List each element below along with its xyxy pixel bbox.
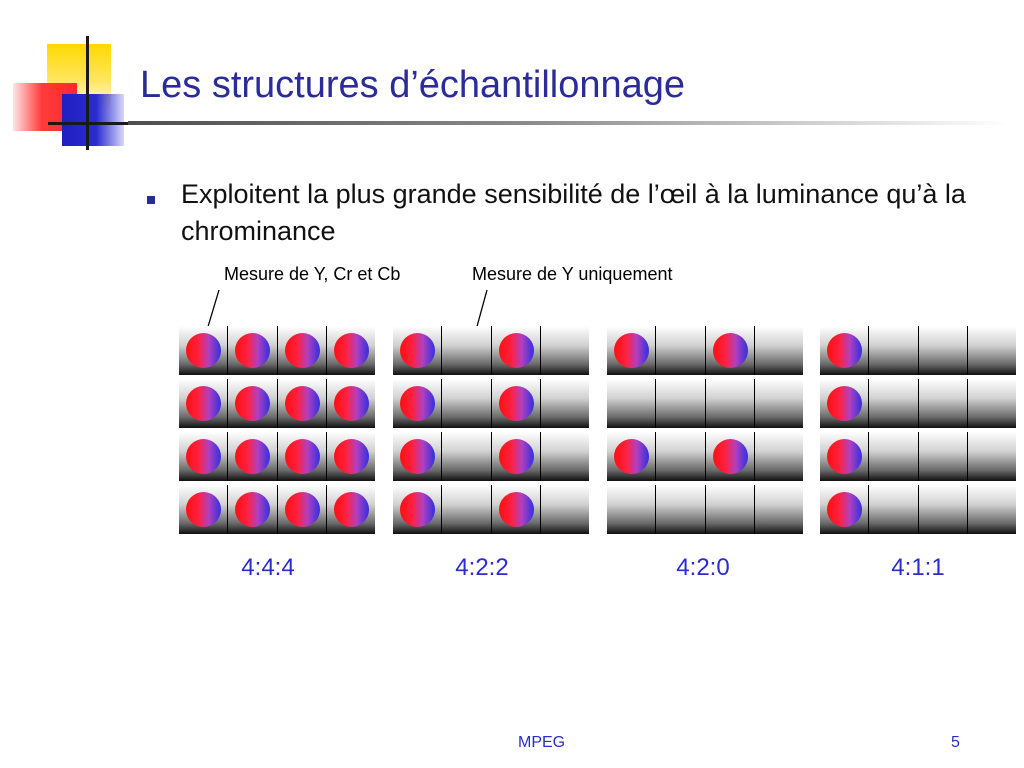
- bullet-text: Exploitent la plus grande sensibilité de l’œil à la luminance qu’à la chrominance: [181, 179, 966, 246]
- luma-chroma-sample-cell: [179, 485, 227, 534]
- luma-only-sample-cell: [967, 485, 1016, 534]
- chroma-dot-icon: [499, 492, 534, 527]
- luma-only-sample-cell: [868, 326, 917, 375]
- logo-blue-square: [62, 94, 124, 146]
- luma-chroma-sample-cell: [277, 326, 326, 375]
- luma-chroma-sample-cell: [491, 326, 540, 375]
- grid-row: [607, 432, 803, 481]
- luma-chroma-sample-cell: [179, 326, 227, 375]
- luma-only-sample-cell: [705, 379, 754, 428]
- luma-chroma-sample-cell: [705, 326, 754, 375]
- luma-only-sample-cell: [540, 432, 589, 481]
- chroma-dot-icon: [235, 492, 270, 527]
- grid-row: [820, 432, 1016, 481]
- grid-row: [179, 485, 375, 534]
- chroma-dot-icon: [285, 333, 320, 368]
- luma-chroma-sample-cell: [393, 485, 441, 534]
- caption-411: 4:1:1: [891, 554, 945, 581]
- luma-only-sample-cell: [918, 379, 967, 428]
- chroma-dot-icon: [235, 439, 270, 474]
- chroma-dot-icon: [285, 439, 320, 474]
- chroma-dot-icon: [235, 333, 270, 368]
- chroma-dot-icon: [499, 386, 534, 421]
- chroma-dot-icon: [285, 492, 320, 527]
- luma-only-sample-cell: [967, 379, 1016, 428]
- chroma-dot-icon: [334, 333, 369, 368]
- grid-row: [393, 326, 589, 375]
- grid-row: [179, 432, 375, 481]
- luma-chroma-sample-cell: [277, 379, 326, 428]
- luma-chroma-sample-cell: [820, 485, 868, 534]
- chroma-dot-icon: [614, 333, 649, 368]
- luma-only-sample-cell: [754, 326, 803, 375]
- luma-chroma-sample-cell: [179, 379, 227, 428]
- luma-chroma-sample-cell: [491, 485, 540, 534]
- chroma-dot-icon: [499, 333, 534, 368]
- luma-only-sample-cell: [655, 485, 704, 534]
- luma-only-sample-cell: [655, 432, 704, 481]
- chroma-dot-icon: [614, 439, 649, 474]
- caption-444: 4:4:4: [241, 554, 295, 581]
- chroma-dot-icon: [713, 333, 748, 368]
- luma-only-sample-cell: [754, 432, 803, 481]
- luma-chroma-sample-cell: [491, 432, 540, 481]
- bullet-square-icon: [147, 196, 155, 204]
- grid-row: [607, 485, 803, 534]
- luma-chroma-sample-cell: [277, 485, 326, 534]
- chroma-dot-icon: [400, 333, 435, 368]
- luma-chroma-sample-cell: [491, 379, 540, 428]
- logo-horizontal-line: [48, 122, 128, 125]
- luma-chroma-sample-cell: [227, 326, 276, 375]
- footer-title: MPEG: [518, 734, 566, 751]
- luma-only-sample-cell: [540, 485, 589, 534]
- luma-only-sample-cell: [754, 485, 803, 534]
- chroma-dot-icon: [827, 386, 862, 421]
- chroma-dot-icon: [713, 439, 748, 474]
- chroma-dot-icon: [186, 333, 221, 368]
- luma-only-sample-cell: [918, 485, 967, 534]
- grid-row: [179, 326, 375, 375]
- chroma-dot-icon: [827, 333, 862, 368]
- luma-chroma-sample-cell: [326, 485, 375, 534]
- grid-row: [820, 379, 1016, 428]
- grid-row: [607, 326, 803, 375]
- luma-only-sample-cell: [441, 432, 490, 481]
- grid-row: [393, 485, 589, 534]
- luma-only-sample-cell: [607, 379, 655, 428]
- luma-only-sample-cell: [705, 485, 754, 534]
- title-underline: [128, 121, 1008, 125]
- luma-chroma-sample-cell: [227, 379, 276, 428]
- page-number: 5: [951, 734, 960, 751]
- luma-chroma-sample-cell: [326, 432, 375, 481]
- luma-only-sample-cell: [868, 485, 917, 534]
- luma-only-sample-cell: [540, 379, 589, 428]
- chroma-dot-icon: [400, 386, 435, 421]
- label-measure-y-cr-cb: Mesure de Y, Cr et Cb: [224, 264, 401, 284]
- luma-only-sample-cell: [655, 326, 704, 375]
- caption-422: 4:2:2: [455, 554, 509, 581]
- slide-title: Les structures d’échantillonnage: [140, 64, 686, 106]
- luma-chroma-sample-cell: [607, 432, 655, 481]
- luma-chroma-sample-cell: [820, 432, 868, 481]
- luma-chroma-sample-cell: [326, 326, 375, 375]
- luma-chroma-sample-cell: [393, 326, 441, 375]
- sampling-grid-411: [820, 326, 1016, 534]
- grid-row: [607, 379, 803, 428]
- chroma-dot-icon: [334, 492, 369, 527]
- caption-420: 4:2:0: [676, 554, 730, 581]
- chroma-dot-icon: [285, 386, 320, 421]
- luma-chroma-sample-cell: [607, 326, 655, 375]
- chroma-dot-icon: [400, 439, 435, 474]
- sampling-grid-422: [393, 326, 589, 534]
- luma-only-sample-cell: [441, 379, 490, 428]
- logo-vertical-line: [86, 36, 89, 150]
- chroma-dot-icon: [235, 386, 270, 421]
- luma-only-sample-cell: [655, 379, 704, 428]
- chroma-dot-icon: [186, 492, 221, 527]
- luma-chroma-sample-cell: [227, 432, 276, 481]
- luma-only-sample-cell: [607, 485, 655, 534]
- label-measure-y-only: Mesure de Y uniquement: [472, 264, 673, 284]
- chroma-dot-icon: [827, 492, 862, 527]
- grid-row: [820, 485, 1016, 534]
- luma-chroma-sample-cell: [705, 432, 754, 481]
- luma-chroma-sample-cell: [820, 379, 868, 428]
- luma-only-sample-cell: [967, 326, 1016, 375]
- luma-only-sample-cell: [441, 485, 490, 534]
- luma-chroma-sample-cell: [393, 379, 441, 428]
- luma-only-sample-cell: [754, 379, 803, 428]
- luma-only-sample-cell: [918, 432, 967, 481]
- luma-chroma-sample-cell: [326, 379, 375, 428]
- grid-row: [820, 326, 1016, 375]
- chroma-dot-icon: [186, 386, 221, 421]
- luma-only-sample-cell: [868, 432, 917, 481]
- chroma-dot-icon: [827, 439, 862, 474]
- grid-row: [179, 379, 375, 428]
- grid-row: [393, 432, 589, 481]
- grid-row: [393, 379, 589, 428]
- sampling-grid-420: [607, 326, 803, 534]
- luma-chroma-sample-cell: [179, 432, 227, 481]
- luma-chroma-sample-cell: [393, 432, 441, 481]
- chroma-dot-icon: [499, 439, 534, 474]
- luma-chroma-sample-cell: [277, 432, 326, 481]
- chroma-dot-icon: [334, 439, 369, 474]
- luma-chroma-sample-cell: [227, 485, 276, 534]
- decorative-logo: [0, 0, 140, 160]
- luma-only-sample-cell: [967, 432, 1016, 481]
- chroma-dot-icon: [334, 386, 369, 421]
- luma-only-sample-cell: [918, 326, 967, 375]
- sampling-grid-444: [179, 326, 375, 534]
- luma-only-sample-cell: [868, 379, 917, 428]
- luma-only-sample-cell: [441, 326, 490, 375]
- luma-chroma-sample-cell: [820, 326, 868, 375]
- chroma-dot-icon: [400, 492, 435, 527]
- chroma-dot-icon: [186, 439, 221, 474]
- luma-only-sample-cell: [540, 326, 589, 375]
